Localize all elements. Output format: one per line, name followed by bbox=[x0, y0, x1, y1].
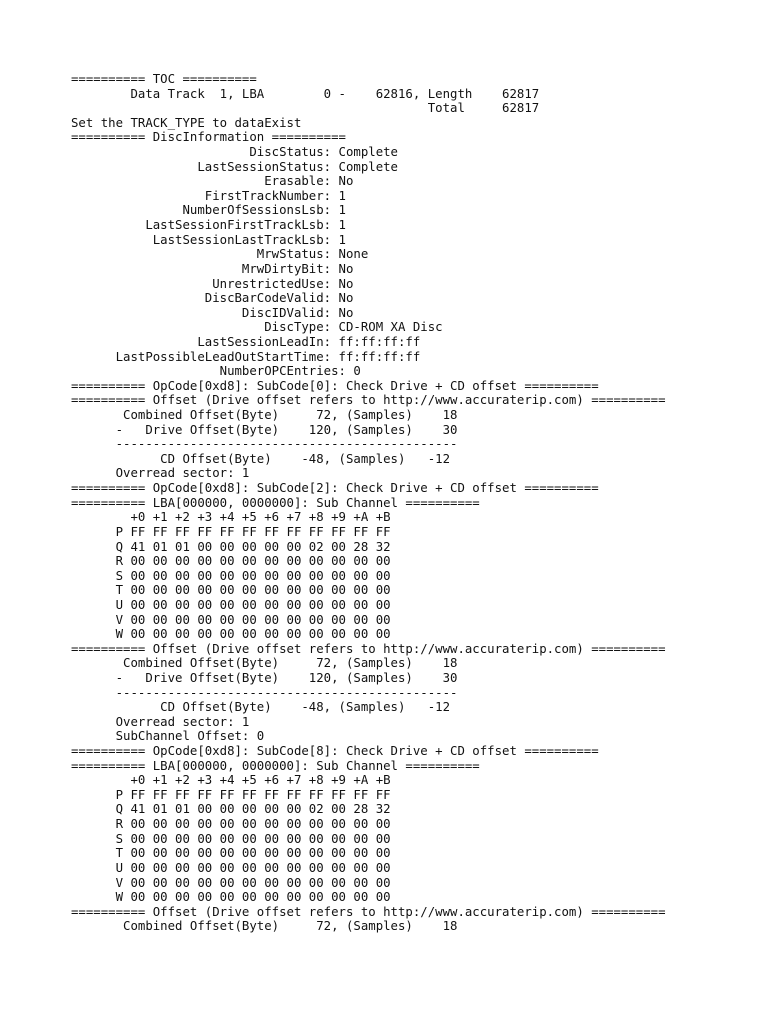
combined-offset-line: Combined Offset(Byte) 72, (Samples) 18 bbox=[71, 408, 458, 423]
sub-channel-row-v: V 00 00 00 00 00 00 00 00 00 00 00 00 bbox=[71, 875, 391, 890]
drive-offset-line: - Drive Offset(Byte) 120, (Samples) 30 bbox=[71, 670, 458, 685]
log-document bbox=[71, 72, 751, 934]
subcode-8-header: ========== OpCode[0xd8]: SubCode[8]: Check Drive + CD offset ========== bbox=[71, 744, 599, 759]
subcode-0-header: ========== OpCode[0xd8]: SubCode[0]: Check Drive + CD offset ========== bbox=[71, 378, 599, 393]
last-session-first-track-line: LastSessionFirstTrackLsb: 1 bbox=[71, 218, 346, 233]
sub-channel-row-w: W 00 00 00 00 00 00 00 00 00 00 00 00 bbox=[71, 627, 391, 642]
sub-channel-row-p: P FF FF FF FF FF FF FF FF FF FF FF FF bbox=[71, 524, 391, 539]
sub-channel-row-t: T 00 00 00 00 00 00 00 00 00 00 00 00 bbox=[71, 583, 391, 598]
sub-channel-row-v: V 00 00 00 00 00 00 00 00 00 00 00 00 bbox=[71, 612, 391, 627]
subchannel-offset-line: SubChannel Offset: 0 bbox=[71, 729, 265, 744]
offset-separator: ---------------------------------------------- bbox=[71, 685, 458, 700]
last-possible-lead-out-line: LastPossibleLeadOutStartTime: ff:ff:ff:ff bbox=[71, 349, 421, 364]
cd-offset-line: CD Offset(Byte) -48, (Samples) -12 bbox=[71, 700, 451, 715]
sub-channel-row-s: S 00 00 00 00 00 00 00 00 00 00 00 00 bbox=[71, 568, 391, 583]
last-session-last-track-line: LastSessionLastTrackLsb: 1 bbox=[71, 232, 346, 247]
drive-offset-line: - Drive Offset(Byte) 120, (Samples) 30 bbox=[71, 422, 458, 437]
sub-channel-row-u: U 00 00 00 00 00 00 00 00 00 00 00 00 bbox=[71, 597, 391, 612]
mrw-status-line: MrwStatus: None bbox=[71, 247, 369, 262]
sub-channel-row-r: R 00 00 00 00 00 00 00 00 00 00 00 00 bbox=[71, 817, 391, 832]
sub-channel-row-w: W 00 00 00 00 00 00 00 00 00 00 00 00 bbox=[71, 890, 391, 905]
disc-type-line: DiscType: CD-ROM XA Disc bbox=[71, 320, 443, 335]
sub-channel-row-q: Q 41 01 01 00 00 00 00 00 02 00 28 32 bbox=[71, 802, 391, 817]
sub-channel-row-u: U 00 00 00 00 00 00 00 00 00 00 00 00 bbox=[71, 860, 391, 875]
overread-sector-line: Overread sector: 1 bbox=[71, 466, 250, 481]
sub-channel-row-q: Q 41 01 01 00 00 00 00 00 02 00 28 32 bbox=[71, 539, 391, 554]
offset-header: ========== Offset (Drive offset refers to http://www.accuraterip.com) ========== bbox=[71, 904, 666, 919]
last-session-status-line: LastSessionStatus: Complete bbox=[71, 159, 398, 174]
disc-status-line: DiscStatus: Complete bbox=[71, 145, 398, 160]
combined-offset-line: Combined Offset(Byte) 72, (Samples) 18 bbox=[71, 919, 458, 934]
sub-channel-header: ========== LBA[000000, 0000000]: Sub Channel ========== bbox=[71, 758, 480, 773]
sub-channel-row-p: P FF FF FF FF FF FF FF FF FF FF FF FF bbox=[71, 787, 391, 802]
number-of-sessions-line: NumberOfSessionsLsb: 1 bbox=[71, 203, 346, 218]
offset-header: ========== Offset (Drive offset refers to http://www.accuraterip.com) ========== bbox=[71, 393, 666, 408]
erasable-line: Erasable: No bbox=[71, 174, 354, 189]
combined-offset-line: Combined Offset(Byte) 72, (Samples) 18 bbox=[71, 656, 458, 671]
sub-channel-row-s: S 00 00 00 00 00 00 00 00 00 00 00 00 bbox=[71, 831, 391, 846]
sub-channel-header: ========== LBA[000000, 0000000]: Sub Channel ========== bbox=[71, 495, 480, 510]
toc-header: ========== TOC ========== bbox=[71, 72, 257, 86]
offset-separator: ---------------------------------------------- bbox=[71, 437, 458, 452]
sub-channel-column-header: +0 +1 +2 +3 +4 +5 +6 +7 +8 +9 +A +B bbox=[71, 510, 391, 525]
overread-sector-line: Overread sector: 1 bbox=[71, 714, 250, 729]
last-session-lead-in-line: LastSessionLeadIn: ff:ff:ff:ff bbox=[71, 334, 421, 349]
track-type-line: Set the TRACK_TYPE to dataExist bbox=[71, 115, 302, 130]
sub-channel-column-header: +0 +1 +2 +3 +4 +5 +6 +7 +8 +9 +A +B bbox=[71, 773, 391, 788]
sub-channel-row-r: R 00 00 00 00 00 00 00 00 00 00 00 00 bbox=[71, 554, 391, 569]
first-track-number-line: FirstTrackNumber: 1 bbox=[71, 188, 346, 203]
unrestricted-use-line: UnrestrictedUse: No bbox=[71, 276, 354, 291]
cd-offset-line: CD Offset(Byte) -48, (Samples) -12 bbox=[71, 451, 451, 466]
toc-data-track-line: Data Track 1, LBA 0 - 62816, Length 62817 bbox=[71, 86, 540, 101]
disc-information-header: ========== DiscInformation ========== bbox=[71, 130, 346, 145]
sub-channel-row-t: T 00 00 00 00 00 00 00 00 00 00 00 00 bbox=[71, 846, 391, 861]
disc-id-valid-line: DiscIDValid: No bbox=[71, 305, 354, 320]
subcode-2-header: ========== OpCode[0xd8]: SubCode[2]: Check Drive + CD offset ========== bbox=[71, 481, 599, 496]
disc-barcode-valid-line: DiscBarCodeValid: No bbox=[71, 291, 354, 306]
offset-header: ========== Offset (Drive offset refers to http://www.accuraterip.com) ========== bbox=[71, 641, 666, 656]
number-opc-entries-line: NumberOPCEntries: 0 bbox=[71, 364, 361, 379]
toc-total-line: Total 62817 bbox=[71, 101, 540, 116]
mrw-dirty-bit-line: MrwDirtyBit: No bbox=[71, 261, 354, 276]
